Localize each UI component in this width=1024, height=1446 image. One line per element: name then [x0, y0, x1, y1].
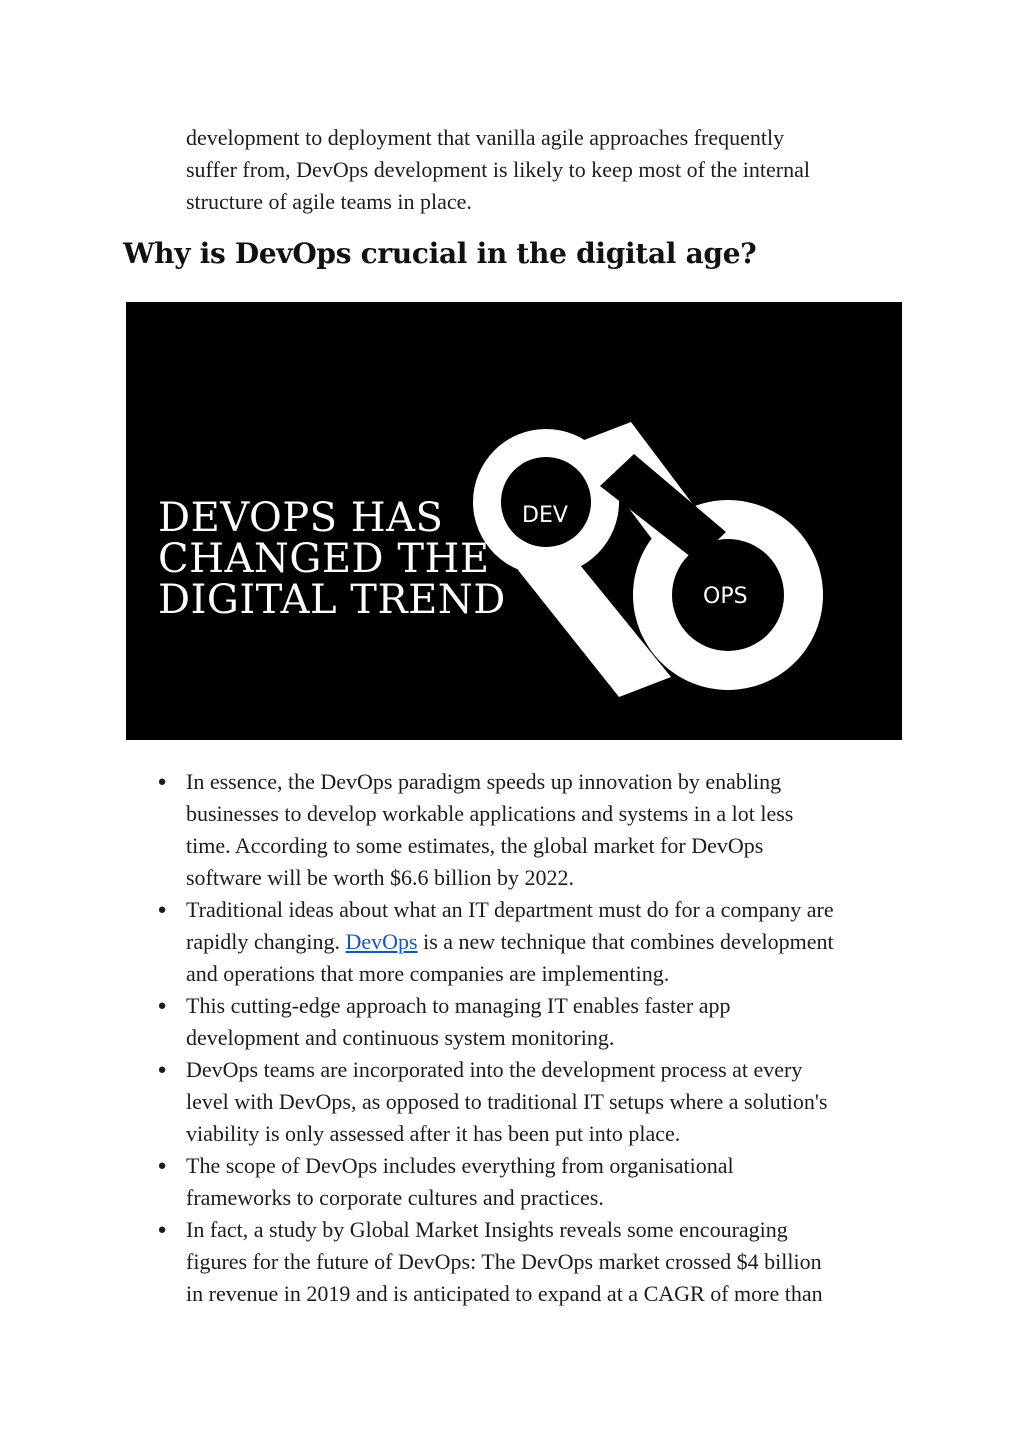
list-item-line: The scope of DevOps includes everything from organisational — [186, 1153, 734, 1178]
intro-line: development to deployment that vanilla agile approaches frequently — [186, 125, 785, 150]
intro-line: structure of agile teams in place. — [186, 189, 472, 214]
bullet-icon: ● — [157, 1222, 167, 1238]
logo-ops-label: OPS — [703, 584, 748, 609]
list-item-line: software will be worth $6.6 billion by 2022. — [186, 865, 575, 890]
list-item — [152, 1214, 912, 1310]
list-item — [152, 766, 912, 894]
list-item-line: figures for the future of DevOps: The DevOps market crossed $4 billion — [186, 1249, 822, 1274]
bullet-icon: ● — [157, 902, 167, 918]
list-item-line: level with DevOps, as opposed to traditional IT setups where a solution's — [186, 1089, 828, 1114]
list-item — [152, 990, 912, 1054]
bullet-icon: ● — [157, 774, 167, 790]
list-item-text: rapidly changing. — [186, 929, 346, 954]
list-item-line: and operations that more companies are implementing. — [186, 961, 670, 986]
intro-paragraph — [186, 122, 906, 218]
list-item-line: DevOps teams are incorporated into the development process at every — [186, 1057, 803, 1082]
bullet-icon: ● — [157, 1158, 167, 1174]
banner-headline-line: CHANGED THE — [158, 536, 490, 582]
list-item-line: time. According to some estimates, the global market for DevOps — [186, 833, 764, 858]
list-item-line: businesses to develop workable applications and systems in a lot less — [186, 801, 794, 826]
list-item-line: frameworks to corporate cultures and practices. — [186, 1185, 604, 1210]
list-item-line: viability is only assessed after it has been put into place. — [186, 1121, 681, 1146]
list-item-text: is a new technique that combines development — [417, 929, 834, 954]
banner-headline-line: DIGITAL TREND — [158, 577, 506, 623]
list-item-line: Traditional ideas about what an IT department must do for a company are — [186, 897, 834, 922]
section-heading: Why is DevOps crucial in the digital age? — [123, 237, 757, 270]
devops-link[interactable]: DevOps — [345, 929, 418, 954]
list-item-line: This cutting-edge approach to managing IT enables faster app — [186, 993, 731, 1018]
list-item-line: in revenue in 2019 and is anticipated to expand at a CAGR of more than — [186, 1281, 823, 1306]
list-item-line: development and continuous system monitoring. — [186, 1025, 615, 1050]
bullet-list — [152, 766, 912, 1310]
intro-line: suffer from, DevOps development is likely to keep most of the internal — [186, 157, 811, 182]
devops-banner-image — [126, 302, 902, 740]
list-item-line: In essence, the DevOps paradigm speeds up innovation by enabling — [186, 769, 782, 794]
banner-headline-line: DEVOPS HAS — [158, 495, 444, 541]
list-item — [152, 1054, 912, 1150]
list-item — [152, 894, 912, 990]
list-item — [152, 1150, 912, 1214]
bullet-icon: ● — [157, 998, 167, 1014]
bullet-icon: ● — [157, 1062, 167, 1078]
logo-dev-label: DEV — [522, 503, 568, 528]
list-item-line: In fact, a study by Global Market Insights reveals some encouraging — [186, 1217, 788, 1242]
devops-banner-graphic — [126, 302, 902, 740]
